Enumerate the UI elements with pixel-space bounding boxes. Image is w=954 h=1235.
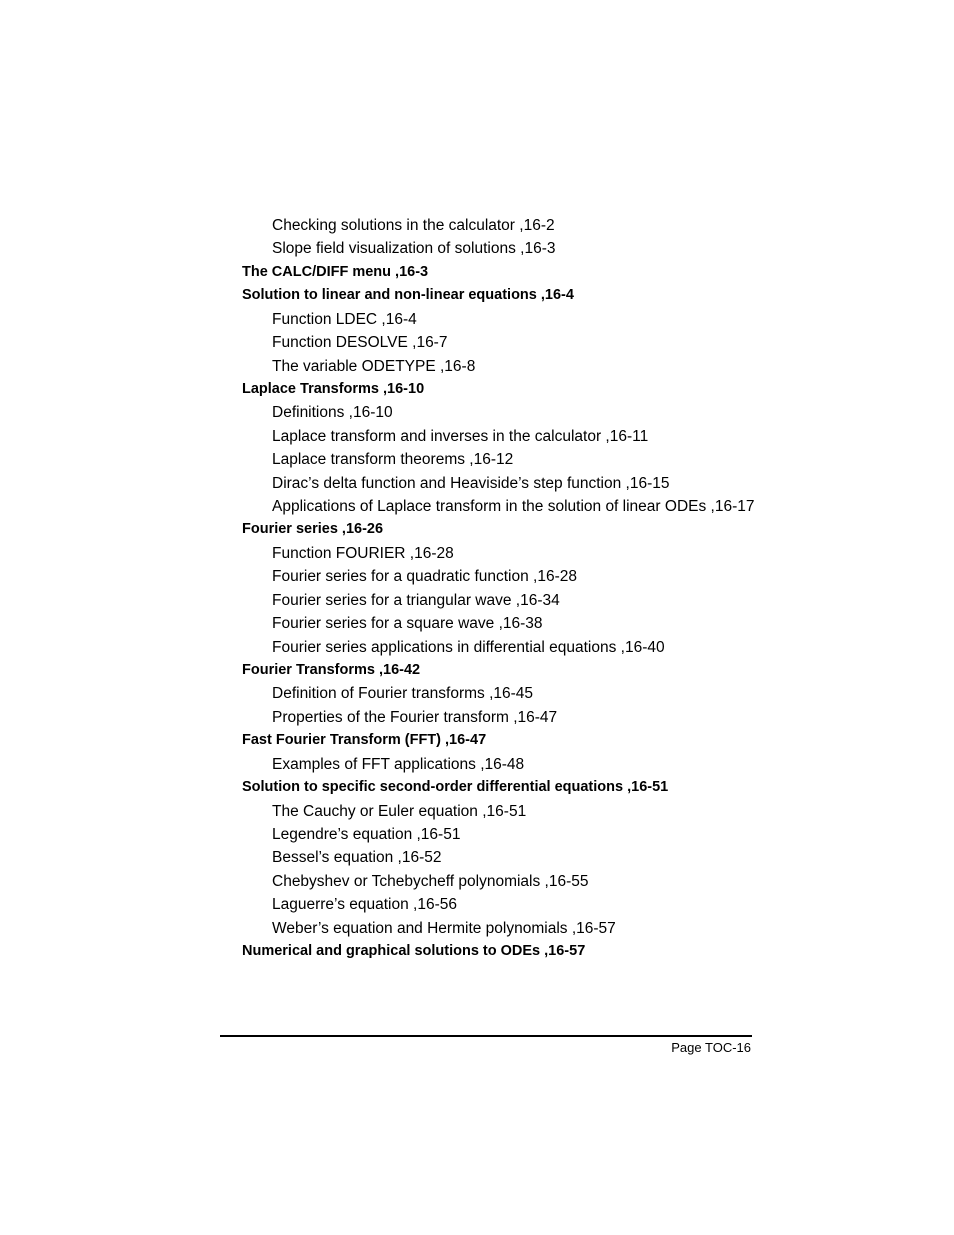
toc-section-heading: Solution to specific second-order differential equations ,16-51 (242, 779, 669, 796)
toc-subsection-entry: Definitions ,16-10 (272, 404, 393, 422)
toc-section-heading: Fourier Transforms ,16-42 (242, 662, 421, 679)
toc-subsection-entry: The variable ODETYPE ,16-8 (272, 357, 476, 375)
toc-subsection-entry: Function FOURIER ,16-28 (272, 544, 454, 562)
toc-section-heading: Fast Fourier Transform (FFT) ,16-47 (242, 732, 487, 749)
toc-section-heading: Solution to linear and non-linear equations ,16-4 (242, 287, 574, 304)
table-of-contents (0, 214, 954, 964)
toc-subsection-entry: Applications of Laplace transform in the solution of linear ODEs ,16-17 (272, 498, 755, 516)
toc-section-heading: Fourier series ,16-26 (242, 521, 384, 538)
toc-subsection-entry: Definition of Fourier transforms ,16-45 (272, 685, 534, 703)
toc-subsection-entry: Fourier series for a quadratic function ,16-28 (272, 568, 577, 586)
toc-subsection-entry: The Cauchy or Euler equation ,16-51 (272, 802, 527, 820)
toc-subsection-entry: Slope field visualization of solutions ,16-3 (272, 240, 556, 258)
toc-subsection-entry: Function DESOLVE ,16-7 (272, 334, 448, 352)
toc-subsection-entry: Examples of FFT applications ,16-48 (272, 755, 525, 773)
toc-subsection-entry: Chebyshev or Tchebycheff polynomials ,16-55 (272, 872, 589, 890)
toc-subsection-entry: Weber’s equation and Hermite polynomials ,16-57 (272, 919, 616, 937)
toc-section-heading: Numerical and graphical solutions to ODEs ,16-57 (242, 943, 586, 960)
toc-subsection-entry: Laplace transform and inverses in the calculator ,16-11 (272, 427, 649, 445)
toc-subsection-entry: Laplace transform theorems ,16-12 (272, 451, 514, 469)
toc-section-heading: The CALC/DIFF menu ,16-3 (242, 263, 429, 280)
toc-subsection-entry: Fourier series for a square wave ,16-38 (272, 615, 543, 633)
toc-subsection-entry: Fourier series for a triangular wave ,16-34 (272, 591, 560, 609)
footer-rule (220, 1035, 752, 1037)
toc-subsection-entry: Function LDEC ,16-4 (272, 310, 417, 328)
toc-subsection-entry: Legendre’s equation ,16-51 (272, 825, 461, 843)
toc-section-heading: Laplace Transforms ,16-10 (242, 380, 425, 397)
toc-subsection-entry: Checking solutions in the calculator ,16-2 (272, 217, 555, 234)
page-number: Page TOC-16 (671, 1040, 751, 1055)
toc-subsection-entry: Dirac’s delta function and Heaviside’s step function ,16-15 (272, 474, 670, 492)
toc-subsection-entry: Fourier series applications in differential equations ,16-40 (272, 638, 665, 656)
toc-subsection-entry: Bessel’s equation ,16-52 (272, 849, 442, 867)
toc-subsection-entry: Properties of the Fourier transform ,16-47 (272, 708, 558, 726)
toc-subsection-entry: Laguerre’s equation ,16-56 (272, 896, 457, 914)
